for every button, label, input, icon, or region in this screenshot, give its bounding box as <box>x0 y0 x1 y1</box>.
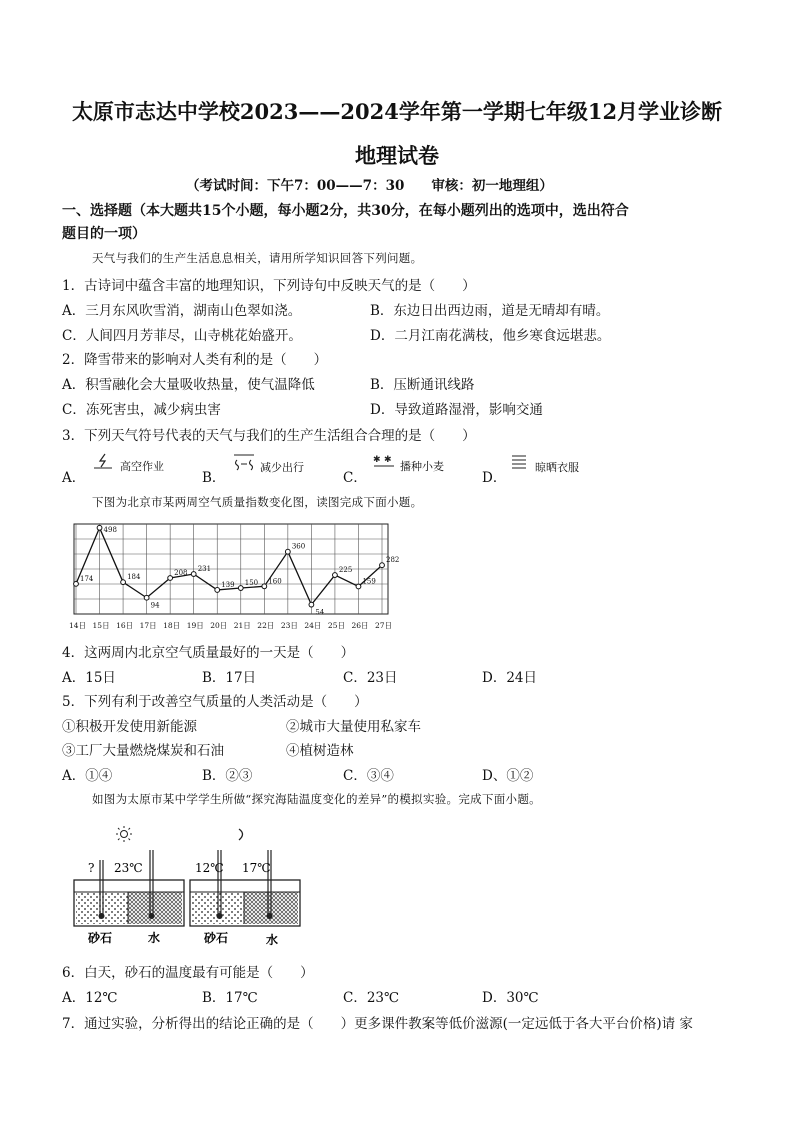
q5-item-1: ①积极开发使用新能源 <box>62 719 197 735</box>
q3-option-b-text: 减少出行 <box>260 461 304 474</box>
chart-x-tick-label: 21日 <box>233 621 251 630</box>
q6-stem: 6．白天，砂石的温度最有可能是（ ） <box>62 965 314 981</box>
snow-symbol-icon <box>372 454 396 470</box>
chart-data-label: 139 <box>221 580 235 589</box>
q5-item-2: ②城市大量使用私家车 <box>286 719 421 735</box>
fog-symbol-icon <box>510 453 528 471</box>
q3-option-d-text: 晾晒衣服 <box>535 461 579 474</box>
q2-option-a: A．积雪融化会大量吸收热量，使气温降低 <box>62 377 315 393</box>
q4-option-b: B．17日 <box>202 670 257 686</box>
chart-x-tick-label: 20日 <box>210 621 228 630</box>
chart-x-tick-label: 22日 <box>257 621 275 630</box>
chart-point <box>168 576 173 581</box>
chart-point <box>144 595 149 600</box>
intro-experiment: 如图为太原市某中学学生所做“探究海陆温度变化的差异”的模拟实验。完成下面小题。 <box>92 792 541 806</box>
section1-heading-line2: 题目的一项） <box>62 226 146 242</box>
chart-data-label: 184 <box>127 573 141 582</box>
q2-option-d: D．导致道路湿滑，影响交通 <box>370 402 543 418</box>
q5-option-a: A．①④ <box>62 768 113 784</box>
night-water-label: 水 <box>266 933 279 947</box>
chart-x-tick-label: 19日 <box>186 621 204 630</box>
sandstorm-symbol-icon <box>232 452 256 472</box>
q6-option-a: A．12℃ <box>62 990 118 1006</box>
chart-data-label: 225 <box>338 566 353 575</box>
chart-point <box>309 602 314 607</box>
air-quality-line-chart <box>60 518 400 638</box>
intro-air-quality: 下图为北京市某两周空气质量指数变化图，读图完成下面小题。 <box>92 495 423 509</box>
q5-option-b: B．②③ <box>202 768 253 784</box>
intro-weather: 天气与我们的生产生活息息相关，请用所学知识回答下列问题。 <box>92 251 423 265</box>
chart-x-tick-label: 25日 <box>327 621 345 630</box>
day-water-temp: 23℃ <box>114 861 143 875</box>
q1-stem: 1．古诗词中蕴含丰富的地理知识，下列诗句中反映天气的是（ ） <box>62 278 476 294</box>
chart-data-label: 160 <box>268 577 282 586</box>
q7-stem: 7．通过实验，分析得出的结论正确的是（ ）更多课件教案等低价滋源(一定远低于各大平台价格)请 家 <box>62 1016 693 1032</box>
q4-stem: 4．这两周内北京空气质量最好的一天是（ ） <box>62 645 355 661</box>
night-sand-temp: 12℃ <box>195 861 224 875</box>
chart-x-tick-label: 26日 <box>351 621 369 630</box>
chart-x-tick-label: 16日 <box>116 621 134 630</box>
q2-option-c: C．冻死害虫，减少病虫害 <box>62 402 221 418</box>
chart-point <box>121 580 126 585</box>
chart-x-tick-label: 18日 <box>163 621 181 630</box>
q3-stem: 3．下列天气符号代表的天气与我们的生产生活组合合理的是（ ） <box>62 428 476 444</box>
chart-x-tick-label: 14日 <box>69 621 87 630</box>
chart-point <box>333 573 338 578</box>
chart-x-tick-label: 27日 <box>375 621 393 630</box>
day-water-label: 水 <box>148 931 161 945</box>
q3-option-b-letter: B． <box>202 470 226 486</box>
q5-stem: 5．下列有利于改善空气质量的人类活动是（ ） <box>62 694 368 710</box>
chart-data-label: 159 <box>362 577 376 586</box>
exam-meta: （考试时间：下午7：00——7：30 审核：初一地理组） <box>186 178 553 194</box>
q1-option-a: A．三月东风吹雪消，湖南山色翠如浇。 <box>62 303 302 319</box>
q1-option-b: B．东边日出西边雨，道是无晴却有晴。 <box>370 303 610 319</box>
q3-option-a-text: 高空作业 <box>120 460 164 473</box>
chart-data-label: 231 <box>197 565 212 574</box>
night-water-temp: 17℃ <box>242 861 271 875</box>
section1-heading-line1: 一、选择题（本大题共15个小题，每小题2分，共30分，在每小题列出的选项中，选出符合 <box>62 203 629 219</box>
thunderstorm-symbol-icon <box>92 452 114 472</box>
chart-point <box>285 549 290 554</box>
q5-option-d: D、①② <box>482 768 534 784</box>
sun-icon <box>116 826 132 842</box>
chart-x-tick-label: 15日 <box>92 621 110 630</box>
chart-point <box>380 563 385 568</box>
chart-point <box>97 525 102 530</box>
chart-data-label: 208 <box>174 569 188 577</box>
chart-point <box>356 584 361 589</box>
exam-title-line1: 太原市志达中学校2023——2024学年第一学期七年级12月学业诊断 <box>71 99 723 124</box>
chart-data-label: 174 <box>80 574 94 583</box>
day-sand-temp: ? <box>88 861 95 875</box>
q4-option-a: A．15日 <box>62 670 116 686</box>
q4-option-c: C．23日 <box>343 670 398 686</box>
chart-series-line <box>76 525 382 605</box>
chart-point <box>238 586 243 591</box>
q3-option-a-letter: A． <box>62 470 86 486</box>
svg-text:✱: ✱ <box>373 455 381 465</box>
night-sand-label: 砂石 <box>204 931 229 945</box>
chart-x-tick-label: 24日 <box>304 621 322 630</box>
q4-option-d: D．24日 <box>482 670 538 686</box>
q6-option-b: B．17℃ <box>202 990 258 1006</box>
q6-option-d: D．30℃ <box>482 990 539 1006</box>
q3-option-c-letter: C． <box>343 470 367 486</box>
chart-data-label: 360 <box>291 542 306 551</box>
experiment-illustration <box>62 820 322 948</box>
q3-option-d-letter: D． <box>482 470 507 486</box>
chart-x-tick-label: 17日 <box>139 621 157 630</box>
q6-option-c: C．23℃ <box>343 990 400 1006</box>
chart-data-label: 150 <box>244 579 259 588</box>
chart-point <box>74 581 79 586</box>
chart-point <box>262 584 267 589</box>
exam-title-line2: 地理试卷 <box>355 143 439 168</box>
day-sand-label: 砂石 <box>88 931 113 945</box>
q2-stem: 2．降雪带来的影响对人类有利的是（ ） <box>62 352 328 368</box>
q5-item-3: ③工厂大量燃烧煤炭和石油 <box>62 743 224 759</box>
q5-item-4: ④植树造林 <box>286 743 354 759</box>
chart-point <box>191 572 196 577</box>
q1-option-c: C．人间四月芳菲尽，山寺桃花始盛开。 <box>62 328 302 344</box>
q5-option-c: C．③④ <box>343 768 394 784</box>
chart-data-label: 282 <box>386 556 400 565</box>
chart-data-label: 498 <box>103 525 117 534</box>
chart-data-label: 94 <box>150 601 160 610</box>
q1-option-d: D．二月江南花满枝，他乡寒食远堪悲。 <box>370 328 611 344</box>
moon-icon <box>239 829 243 840</box>
q3-option-c-text: 播种小麦 <box>400 460 444 473</box>
chart-x-tick-label: 23日 <box>280 621 298 630</box>
svg-text:✱: ✱ <box>384 455 392 465</box>
q2-option-b: B．压断通讯线路 <box>370 377 475 393</box>
chart-point <box>215 588 220 593</box>
chart-data-label: 54 <box>315 608 325 617</box>
